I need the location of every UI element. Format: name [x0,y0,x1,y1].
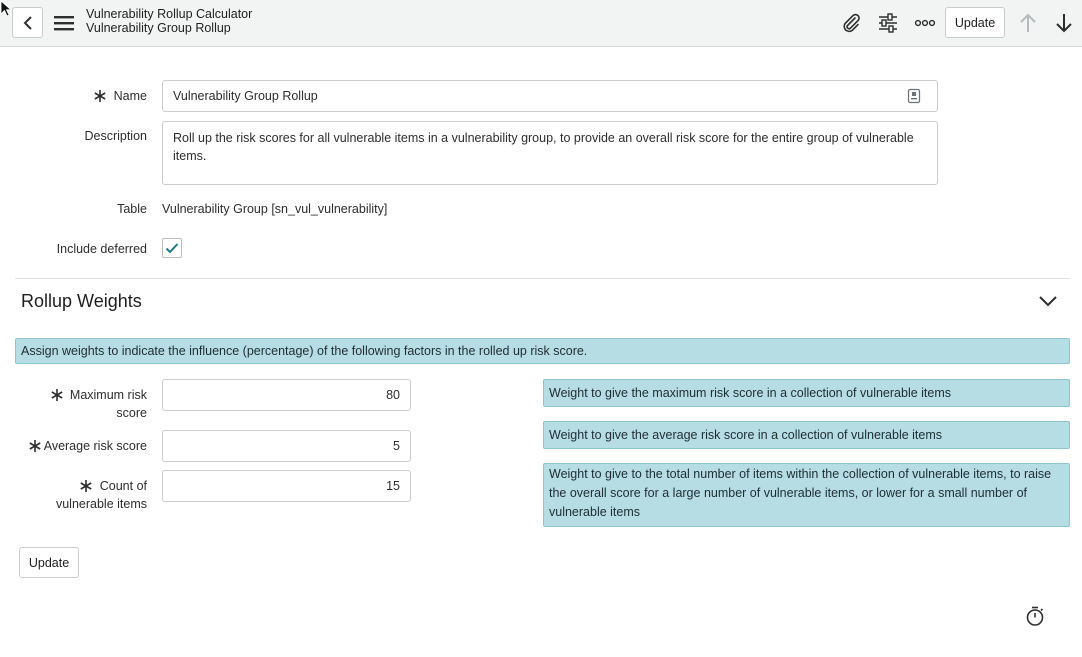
checkmark-icon [165,242,179,254]
hamburger-menu-icon[interactable] [53,13,75,33]
table-label: Table [117,202,147,216]
table-value: Vulnerability Group [sn_vul_vulnerability] [162,202,388,216]
max-risk-score-label-line1: Maximum risk [69,388,147,402]
settings-sliders-icon[interactable] [875,10,901,36]
count-vulnerable-items-label [1,477,147,513]
header-subtitle: Vulnerability Group Rollup [86,21,231,35]
include-deferred-checkbox[interactable] [162,238,182,258]
max-risk-score-help: Weight to give the maximum risk score in a collection of vulnerable items [543,379,1070,407]
more-options-icon[interactable] [912,10,938,36]
count-label-line1: Count of [99,479,147,493]
section-title: Rollup Weights [21,291,142,311]
arrow-up-icon[interactable] [1015,10,1041,36]
name-value: Vulnerability Group Rollup [173,89,318,103]
count-vulnerable-items-input[interactable]: 15 [162,470,411,502]
count-vulnerable-items-help: Weight to give to the total number of items within the collection of vulnerable items, to raise the overall score for a large number of vulnerable items, or lower for a small number of vulnerable items [543,463,1070,527]
name-label: Name [113,89,147,103]
include-deferred-label: Include deferred [56,242,147,256]
update-button[interactable]: Update [19,547,79,578]
mouse-cursor-icon [0,0,12,18]
chevron-down-icon[interactable] [1037,290,1059,312]
max-risk-score-label-line2: score [116,406,147,420]
avg-risk-score-input[interactable]: 5 [162,430,411,462]
chevron-left-icon [22,15,34,31]
stopwatch-icon[interactable] [1024,605,1046,627]
avg-risk-score-label: Average risk score [43,439,147,453]
rollup-info-banner: Assign weights to indicate the influence (percentage) of the following factors in the rolled up risk score. [15,338,1070,364]
suggestion-icon[interactable] [907,88,921,104]
max-risk-score-input[interactable]: 80 [162,379,411,411]
paperclip-icon[interactable] [838,10,864,36]
max-risk-score-label [1,386,147,422]
header-title: Vulnerability Rollup Calculator [86,7,253,21]
header-titles [86,7,252,35]
avg-risk-score-help: Weight to give the average risk score in a collection of vulnerable items [543,421,1070,449]
description-textarea[interactable]: Roll up the risk scores for all vulnerable items in a vulnerability group, to provide an overall risk score for the entire group of vulnerable items. [162,121,938,185]
back-button[interactable] [12,7,43,38]
arrow-down-icon[interactable] [1051,10,1077,36]
section-divider [15,278,1070,279]
description-label: Description [84,129,147,143]
name-input[interactable] [162,80,938,112]
header-update-button[interactable]: Update [945,7,1005,38]
count-label-line2: vulnerable items [55,497,147,511]
form-header [0,0,1082,47]
